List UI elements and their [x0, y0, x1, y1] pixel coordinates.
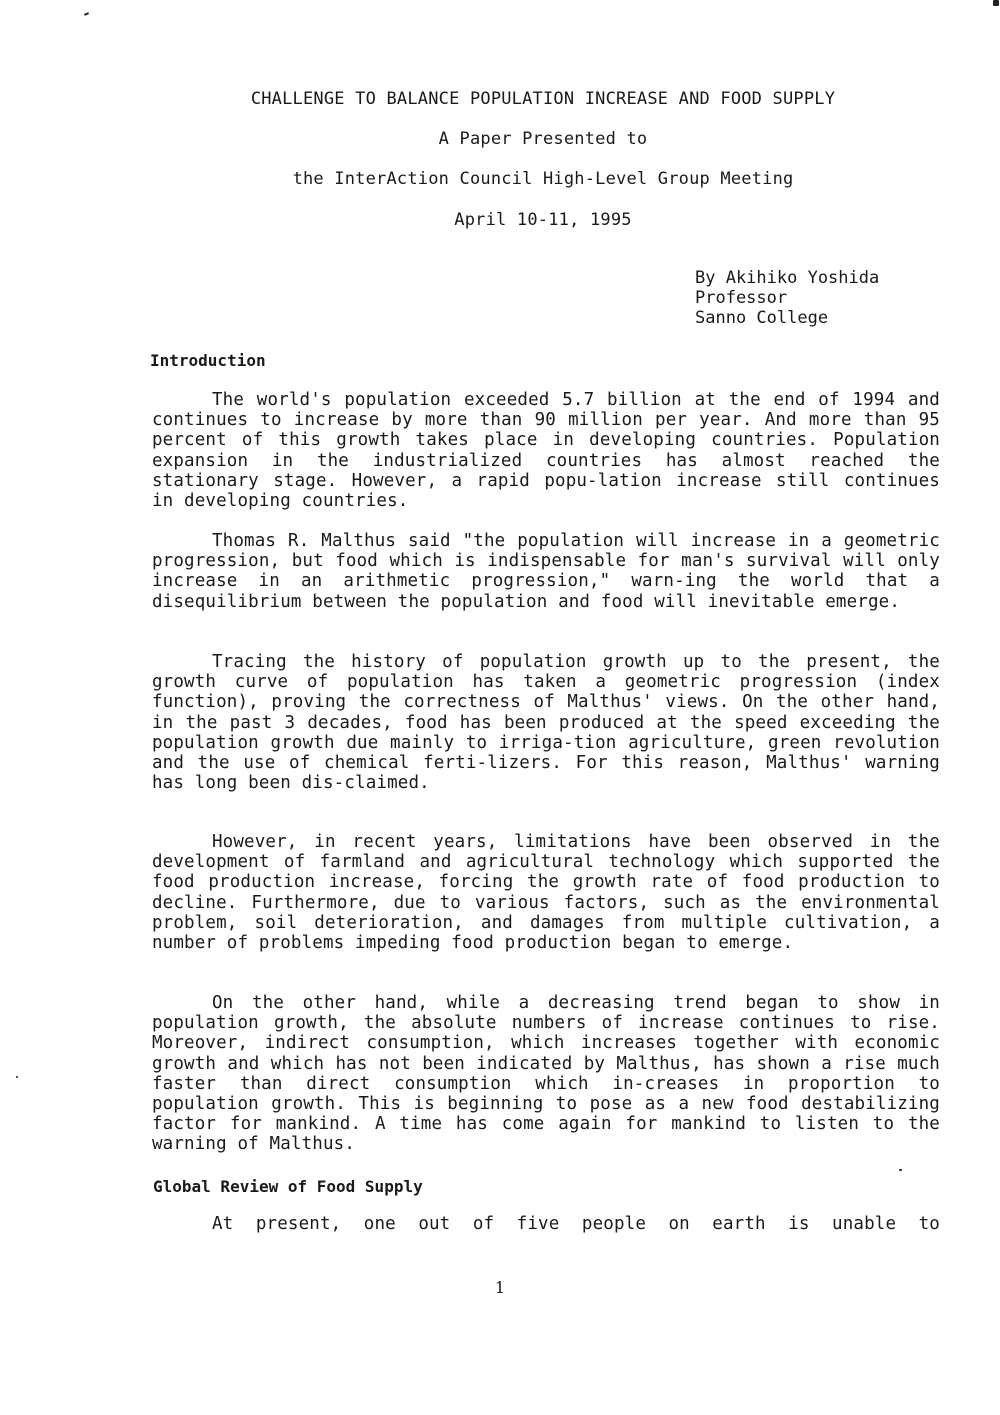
author-role: Professor: [695, 288, 788, 308]
intro-paragraph-3: Tracing the history of population growth up to the present, the growth curve of population has taken a geometric progression (index function), proving the correctness of Malthus' views. On the other hand, in the past 3 decades, food has been produced at the speed exceeding the population growth due mainly to irriga-tion agriculture, green revolution and the use of chemical ferti-lizers. For this reason, Malthus' warning has long been dis-claimed.: [152, 652, 940, 794]
author-affiliation: Sanno College: [695, 308, 829, 328]
page-number: 1: [494, 1278, 506, 1297]
meeting-date: April 10-11, 1995: [454, 210, 632, 230]
intro-paragraph-4: However, in recent years, limitations have been observed in the development of farmland and agricultural technology which supported the food production increase, forcing the growth rate of food production to decline. Furthermore, due to various factors, such as the environmental problem, soil deterioration, and damages from multiple cultivation, a number of problems impeding food production began to emerge.: [152, 832, 940, 954]
scan-speck: [16, 1076, 18, 1078]
intro-paragraph-5: On the other hand, while a decreasing trend began to show in population growth, the absolute numbers of increase continues to rise. Moreover, indirect consumption, which increases together with economic growth and which has not been indicated by Malthus, has shown a rise much faster than direct consumption which in-creases in proportion to population growth. This is beginning to pose as a new food destabilizing factor for mankind. A time has come again for mankind to listen to the warning of Malthus.: [152, 993, 940, 1155]
scan-speck: [84, 12, 89, 16]
presented-line: A Paper Presented to: [438, 129, 648, 149]
paper-title: CHALLENGE TO BALANCE POPULATION INCREASE AND FOOD SUPPLY: [250, 89, 836, 109]
author-by-line: By Akihiko Yoshida: [695, 268, 880, 288]
global-review-first-line: At present, one out of five people on earth is unable to: [212, 1214, 940, 1234]
scan-speck: [899, 1169, 902, 1171]
meeting-line: the InterAction Council High-Level Group Meeting: [292, 169, 794, 189]
scan-speck: [993, 0, 999, 6]
introduction-heading: Introduction: [150, 351, 266, 370]
author-block: [695, 268, 879, 328]
global-review-heading: Global Review of Food Supply: [153, 1177, 423, 1196]
intro-paragraph-1: The world's population exceeded 5.7 billion at the end of 1994 and continues to increase by more than 90 million per year. And more than 95 percent of this growth takes place in developing countries. Population expansion in the industrialized countries has almost reached the stationary stage. However, a rapid popu-lation increase still continues in developing countries.: [152, 390, 940, 512]
intro-paragraph-2: Thomas R. Malthus said "the population will increase in a geometric progression, but food which is indispensable for man's survival will only increase in an arithmetic progression," warn-ing the world that a disequilibrium between the population and food will inevitable emerge.: [152, 531, 940, 612]
